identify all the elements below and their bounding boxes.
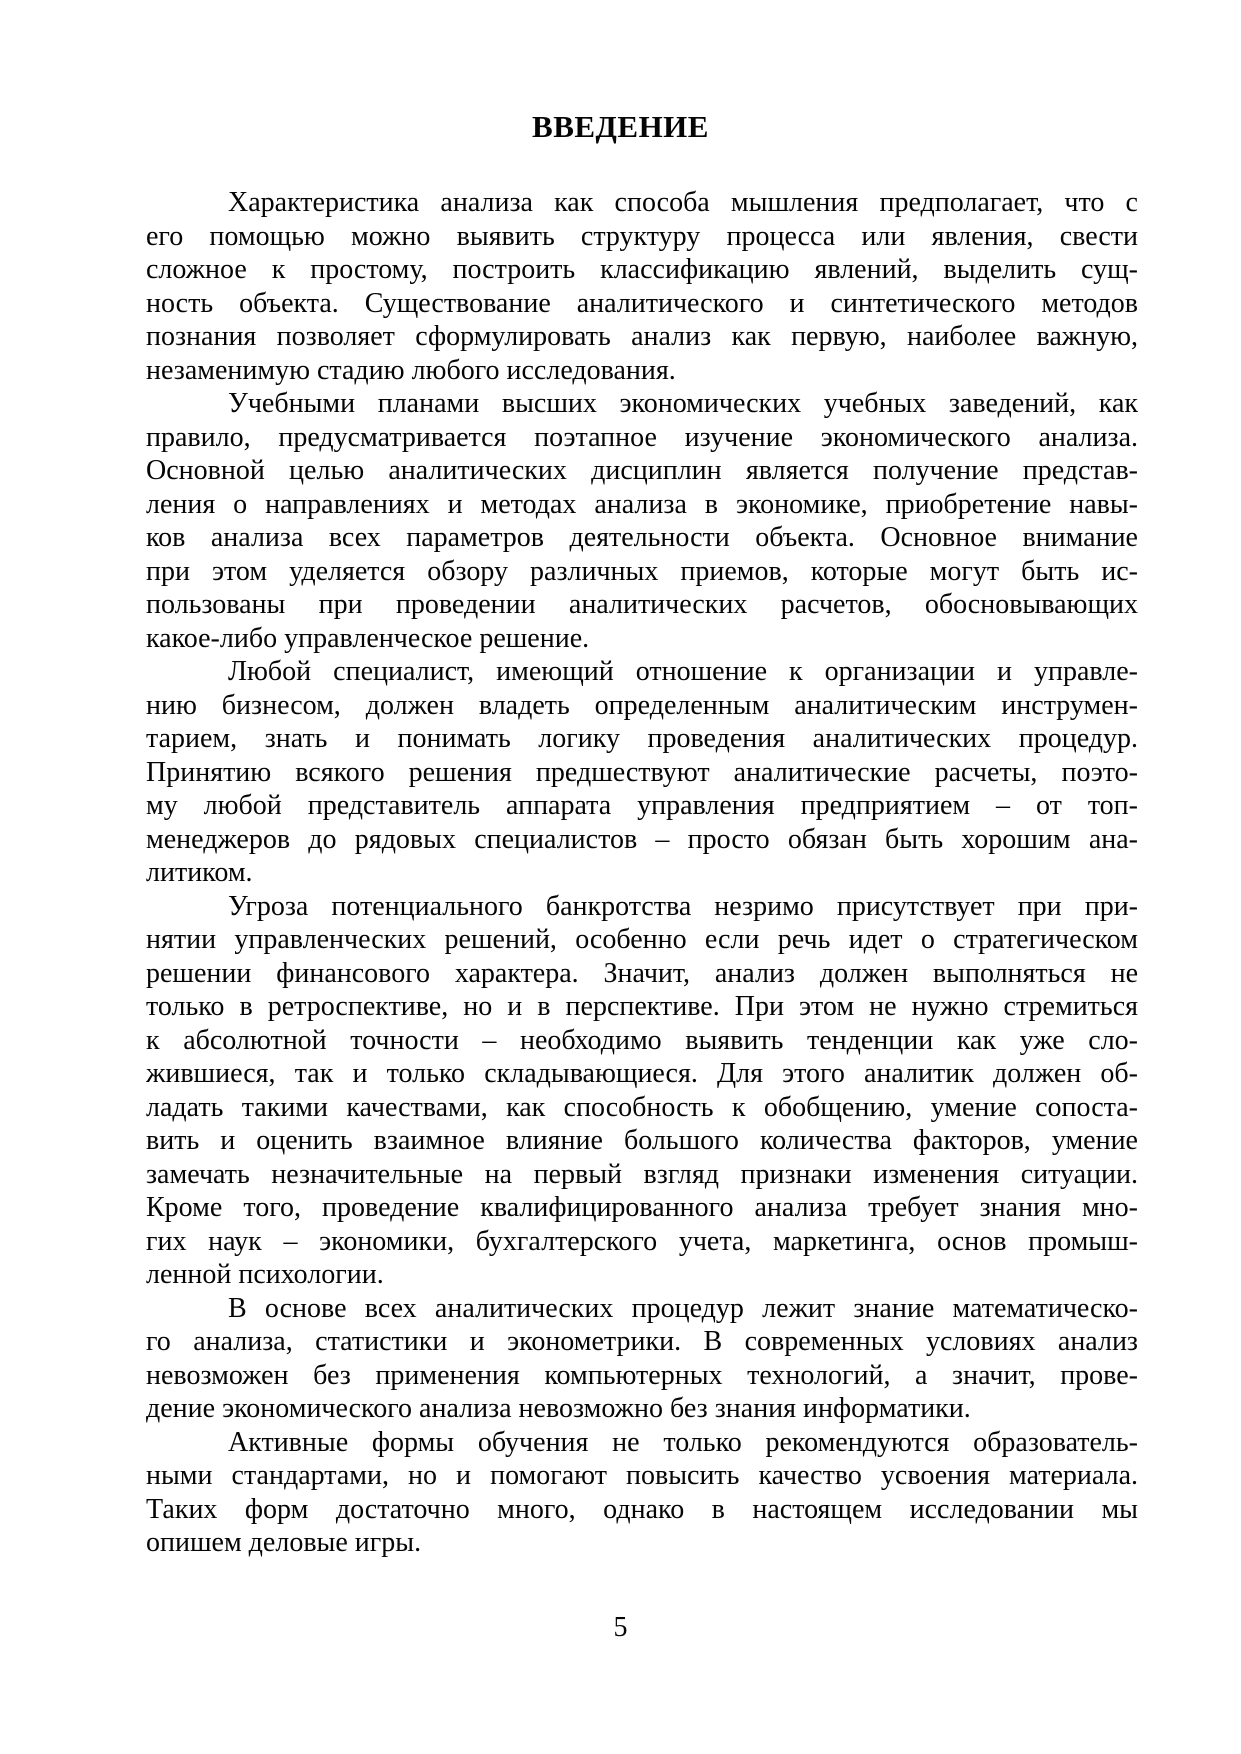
text-line: познания позволяет сформулировать анализ как первую, наиболее важную, bbox=[146, 321, 1138, 352]
text-line: ными стандартами, но и помогают повысить качество усвоения материала. bbox=[146, 1460, 1138, 1491]
text-line: ность объекта. Существование аналитического и синтетического методов bbox=[146, 287, 1138, 319]
text-line: Активные формы обучения не только рекомендуются образователь- bbox=[228, 1426, 1138, 1458]
text-line: какое-либо управленческое решение. bbox=[146, 622, 590, 654]
text-line: при этом уделяется обзору различных приемов, которые могут быть ис- bbox=[146, 555, 1138, 587]
text-line: незаменимую стадию любого исследования. bbox=[146, 354, 676, 386]
text-line: ков анализа всех параметров деятельности объекта. Основное внимание bbox=[146, 522, 1138, 553]
text-line: пользованы при проведении аналитических расчетов, обосновывающих bbox=[146, 589, 1138, 620]
document-body bbox=[146, 186, 1138, 1560]
page-number: 5 bbox=[613, 1612, 628, 1643]
text-line: менеджеров до рядовых специалистов – просто обязан быть хорошим ана- bbox=[146, 823, 1138, 855]
text-line: невозможен без применения компьютерных технологий, а значит, прове- bbox=[146, 1359, 1138, 1391]
text-line: Таких форм достаточно много, однако в настоящем исследовании мы bbox=[146, 1493, 1138, 1525]
text-line: нятии управленческих решений, особенно если речь идет о стратегическом bbox=[146, 924, 1138, 955]
text-line: его помощью можно выявить структуру процесса или явления, свести bbox=[146, 220, 1138, 252]
text-line: правило, предусматривается поэтапное изучение экономического анализа. bbox=[146, 421, 1138, 453]
paragraph bbox=[146, 1292, 1138, 1426]
text-line: замечать незначительные на первый взгляд признаки изменения ситуации. bbox=[146, 1158, 1138, 1190]
text-line: В основе всех аналитических процедур лежит знание математическо- bbox=[228, 1292, 1138, 1324]
text-line: Учебными планами высших экономических учебных заведений, как bbox=[228, 388, 1138, 419]
text-line: му любой представитель аппарата управления предприятием – от топ- bbox=[146, 790, 1138, 821]
text-line: только в ретроспективе, но и в перспективе. При этом не нужно стремиться bbox=[146, 991, 1138, 1022]
paragraph bbox=[146, 1426, 1138, 1560]
text-line: ленной психологии. bbox=[146, 1259, 384, 1290]
page-title: ВВЕДЕНИЕ bbox=[532, 109, 709, 144]
paragraph bbox=[146, 387, 1138, 655]
paragraph bbox=[146, 186, 1138, 387]
paragraph bbox=[146, 655, 1138, 890]
text-line: литиком. bbox=[146, 857, 253, 888]
text-line: Принятию всякого решения предшествуют аналитические расчеты, поэто- bbox=[146, 756, 1138, 788]
paragraph bbox=[146, 890, 1138, 1292]
text-line: нию бизнесом, должен владеть определенным аналитическим инструмен- bbox=[146, 689, 1138, 721]
text-line: ладать такими качествами, как способность к обобщению, умение сопоста- bbox=[146, 1091, 1138, 1123]
text-line: сложное к простому, построить классификацию явлений, выделить сущ- bbox=[146, 254, 1138, 285]
text-line: к абсолютной точности – необходимо выявить тенденции как уже сло- bbox=[146, 1024, 1138, 1056]
text-line: решении финансового характера. Значит, анализ должен выполняться не bbox=[146, 957, 1138, 989]
text-line: Характеристика анализа как способа мышления предполагает, что с bbox=[228, 187, 1138, 218]
text-line: дение экономического анализа невозможно без знания информатики. bbox=[146, 1393, 971, 1424]
text-line: опишем деловые игры. bbox=[146, 1527, 422, 1558]
text-line: го анализа, статистики и эконометрики. В современных условиях анализ bbox=[146, 1326, 1138, 1357]
text-line: тарием, знать и понимать логику проведения аналитических процедур. bbox=[146, 723, 1138, 754]
text-line: ления о направлениях и методах анализа в экономике, приобретение навы- bbox=[146, 488, 1138, 520]
text-line: гих наук – экономики, бухгалтерского учета, маркетинга, основ промыш- bbox=[146, 1225, 1138, 1257]
text-line: Угроза потенциального банкротства незримо присутствует при при- bbox=[228, 890, 1138, 922]
text-line: Основной целью аналитических дисциплин является получение представ- bbox=[146, 455, 1138, 486]
text-line: Кроме того, проведение квалифицированного анализа требует знания мно- bbox=[146, 1192, 1138, 1223]
text-line: Любой специалист, имеющий отношение к организации и управле- bbox=[228, 656, 1138, 687]
text-line: вить и оценить взаимное влияние большого количества факторов, умение bbox=[146, 1125, 1138, 1156]
text-line: жившиеся, так и только складывающиеся. Для этого аналитик должен об- bbox=[146, 1058, 1138, 1089]
